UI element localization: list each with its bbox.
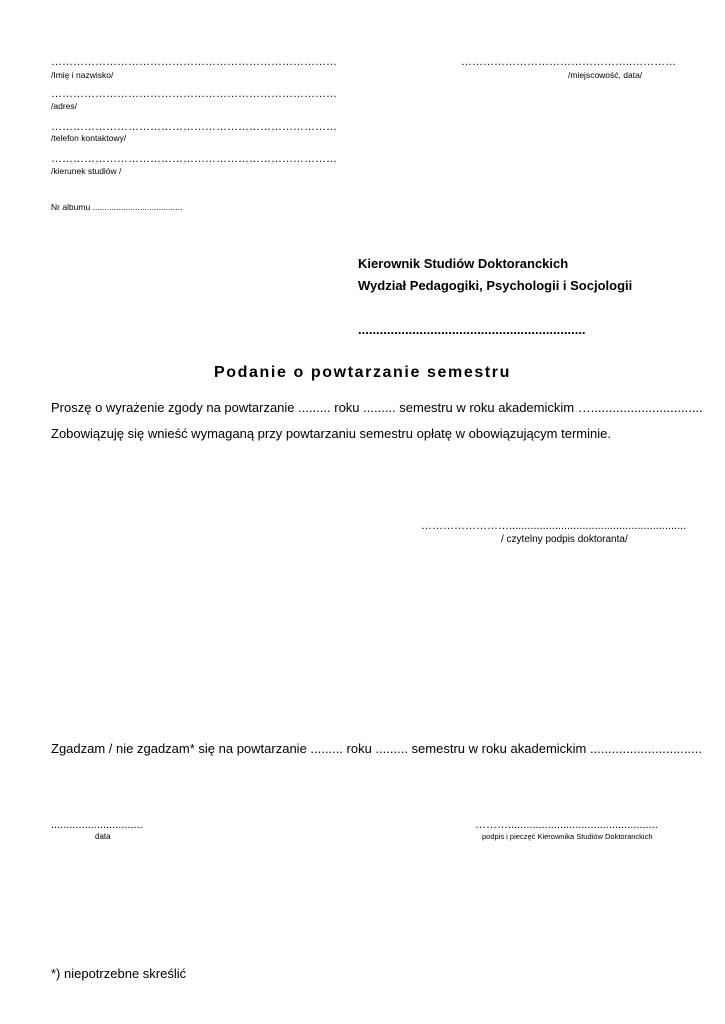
phone-caption: /telefon kontaktowy/ — [51, 133, 127, 143]
page-title: Podanie o powtarzanie semestru — [214, 364, 511, 381]
name-line: …………………………………………………………………… — [51, 56, 337, 68]
student-signature-caption: / czytelny podpis doktoranta/ — [501, 534, 628, 545]
phone-line: …………………………………………………………………… — [51, 121, 337, 133]
album-field — [51, 202, 182, 212]
addressee-line1: Kierownik Studiów Doktoranckich — [358, 256, 569, 271]
request-line2: Zobowiązuję się wnieść wymaganą przy powtarzaniu semestru opłatę w obowiązującym terminie. — [51, 426, 611, 441]
place-date-caption: /miejscowość, data/ — [568, 70, 643, 80]
addressee-line2: Wydział Pedagogiki, Psychologii i Socjologii — [358, 278, 633, 293]
request-line1: Proszę o wyrażenie zgody na powtarzanie ......... roku ......... semestru w roku akademickim …............................... — [51, 400, 703, 415]
head-signature-line: ………................................................. — [475, 819, 658, 831]
field-line: …………………………………………………………………… — [51, 153, 337, 165]
album-label: Nr albumu — [51, 202, 91, 212]
address-caption: /adres/ — [51, 101, 77, 111]
footnote: *) niepotrzebne skreślić — [51, 966, 187, 981]
decision-date-caption: data — [95, 832, 111, 841]
student-signature-line: …………………….......................................................... — [421, 520, 687, 532]
name-caption: /Imię i nazwisko/ — [51, 70, 114, 80]
decision-text: Zgadzam / nie zgadzam* się na powtarzanie ......... roku ......... semestru w roku akademickim ............................... — [51, 741, 702, 756]
address-line: …………………………………………………………………… — [51, 88, 337, 100]
album-line: ...................................... — [92, 202, 183, 212]
addressee-line3: ............................................................... — [358, 322, 586, 337]
head-signature-caption: podpis i pieczęć Kierownika Studiów Doktoranckich — [482, 832, 653, 841]
decision-date-line: .............................. — [51, 819, 143, 831]
place-date-line: ………………………………………..………… — [461, 56, 677, 68]
field-caption: /kierunek studiów / — [51, 166, 122, 176]
